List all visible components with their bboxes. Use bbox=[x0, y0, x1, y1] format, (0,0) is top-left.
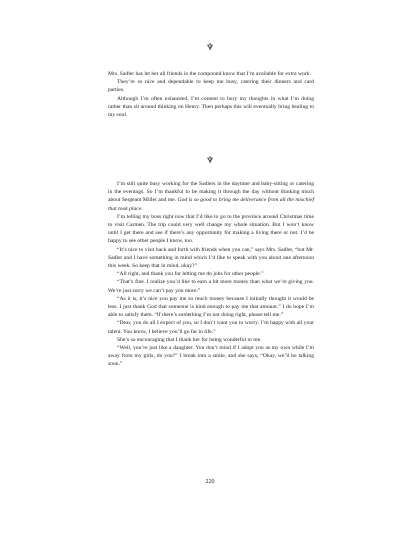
paragraph: Mrs. Sadler has let her all friends in the compound know that I’m available for extra work. bbox=[108, 71, 311, 77]
paragraph: Although I’m often exhausted, I’m content to bury my thoughts in what I’m doing rather than sit around thinking on Henry. Then perhaps this will eventually bring healing to my soul. bbox=[108, 95, 314, 119]
paragraph: “That’s fine. I realize you’d like to earn a bit more money than what we’re giving you. We’re just sorry we can’t pay you more.” bbox=[108, 279, 314, 294]
paragraph: They’re so nice and dependable to keep me busy, catering their dinners and card parties. bbox=[108, 79, 314, 94]
paragraph: “Well, you’re just like a daughter. You don’t mind if I adopt you as my own while I’m away from my girls, do you?” I break into a smile, and she says, “Okay, we’ll be talking soon.” bbox=[108, 345, 314, 368]
text-section-1 bbox=[108, 70, 314, 119]
text-section-2 bbox=[108, 180, 314, 369]
paragraph: “It’s nice to visit back and forth with friends when you can,” says Mrs. Sadler, “but Mr. Sadler and I have something in mind which I’d like to speak with you about one afternoon this week. So keep that in mind, okay?” bbox=[108, 246, 314, 270]
paragraph: “All right, and thank you for letting me do jobs for other people.” bbox=[117, 271, 264, 278]
italic-text: God is so good to bring me deliverance from all the mischief that took place. bbox=[108, 197, 315, 212]
section-ornament-icon: ♆ bbox=[205, 155, 215, 165]
paragraph: I’m telling my boss right now that I’d like to go to the province around Christmas time to visit Carmen. The trip could very well change my whole situation. But I won’t know until I get there and see if there’s any opportunity for making a living there or not. I’d be happy to see other people I know, too. bbox=[108, 213, 314, 245]
section-ornament-icon: ♆ bbox=[205, 42, 215, 52]
paragraph bbox=[108, 180, 314, 213]
paragraph-text: I’m still quite busy working for the Sadlers in the daytime and baby-sitting or catering in the evenings. So I’m thankful to be making it through the day without thinking much about Sergeant Miller and me. bbox=[108, 181, 314, 204]
paragraph: “As it is, it’s nice you pay me so much money because I initially thought it would be less. I just thank God that someone is kind enough to pay me that amount.” I do hope I’m able to satisfy them. “If there’s something I’m not doing right, please tell me.” bbox=[108, 295, 314, 319]
page-number: 220 bbox=[205, 479, 215, 485]
paragraph: “Dear, you do all I expect of you, so I don’t want you to worry. I’m happy with all your talent. You know, I believe you’ll go far in life.” bbox=[108, 320, 314, 335]
paragraph: She’s so encouraging that I thank her for being wonderful to me. bbox=[117, 336, 262, 343]
